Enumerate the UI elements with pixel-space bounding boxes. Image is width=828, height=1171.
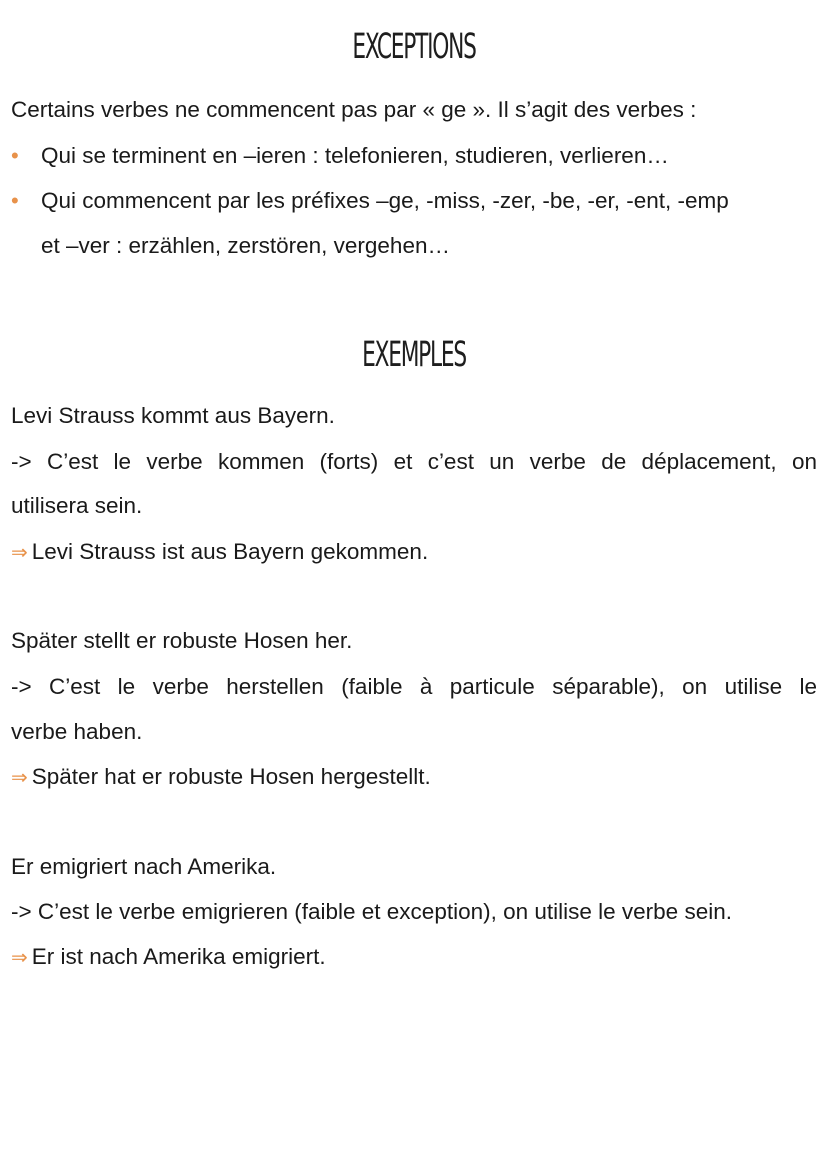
double-arrow-icon: ⇒: [11, 542, 28, 564]
example-2-sentence: Später stellt er robuste Hosen her.: [11, 628, 353, 653]
example-2-explanation-cont: verbe haben.: [11, 719, 143, 744]
example-1-result: [11, 537, 428, 568]
example-3-explanation: -> C’est le verbe emigrieren (faible et exception), on utilise le verbe sein.: [11, 899, 732, 924]
bullet-dot-icon: •: [11, 143, 19, 168]
exceptions-intro: Certains verbes ne commencent pas par « ge ». Il s’agit des verbes :: [11, 97, 697, 122]
example-1-explanation: -> C’est le verbe kommen (forts) et c’est un verbe de déplacement, on: [11, 449, 817, 474]
example-1-result-text: Levi Strauss ist aus Bayern gekommen.: [31, 539, 429, 564]
example-2-explanation: -> C’est le verbe herstellen (faible à particule séparable), on utilise le: [11, 674, 817, 699]
double-arrow-icon: ⇒: [11, 947, 28, 969]
example-2-result: [11, 762, 431, 793]
example-1-sentence: Levi Strauss kommt aus Bayern.: [11, 403, 335, 428]
exception-bullet-2-continuation: et –ver : erzählen, zerstören, vergehen…: [41, 233, 450, 258]
example-3-result-text: Er ist nach Amerika emigriert.: [31, 944, 326, 969]
example-1-explanation-cont: utilisera sein.: [11, 493, 143, 518]
examples-heading: EXEMPLES: [362, 335, 466, 375]
bullet-dot-icon: •: [11, 188, 19, 213]
double-arrow-icon: ⇒: [11, 767, 28, 789]
exceptions-heading: EXCEPTIONS: [352, 27, 476, 67]
example-3-sentence: Er emigriert nach Amerika.: [11, 854, 277, 879]
example-2-result-text: Später hat er robuste Hosen hergestellt.: [31, 764, 431, 789]
bullet-text: Qui se terminent en –ieren : telefonieren, studieren, verlieren…: [41, 143, 669, 168]
example-3-result: [11, 942, 326, 973]
bullet-text: Qui commencent par les préfixes –ge, -miss, -zer, -be, -er, -ent, -emp: [41, 188, 729, 213]
